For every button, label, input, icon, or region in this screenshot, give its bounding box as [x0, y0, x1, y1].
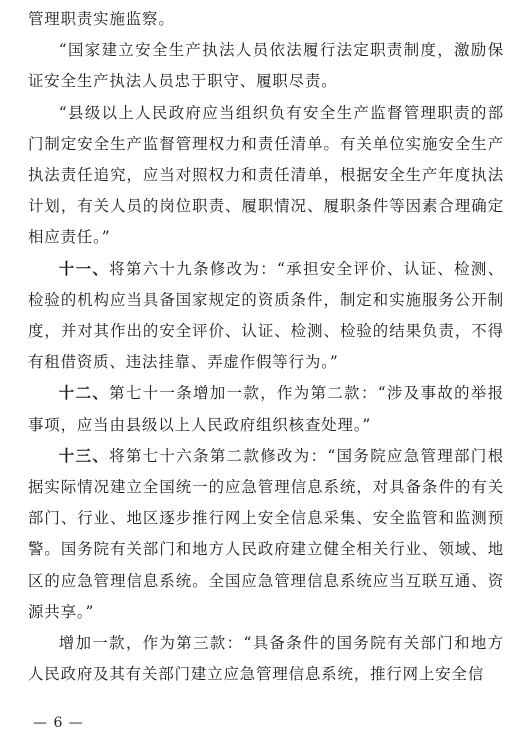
paragraph-7: [28, 628, 504, 690]
paragraph-3: [28, 98, 504, 254]
amendment-11-number: 十一、: [58, 259, 110, 278]
page-number: — 6 —: [33, 715, 84, 731]
paragraph-amendment-11: [28, 254, 504, 379]
paragraph-3-text: “县级以上人民政府应当组织负有安全生产监督管理职责的部门制定安全生产监督管理权力和责任清单。有关单位实施安全生产执法责任追究，应当对照权力和责任清单，根据安全生产年度执法计划，有关人员的岗位职责、履职情况、履职条件等因素合理确定相应责任。”: [28, 103, 504, 247]
amendment-12-number: 十二、: [58, 384, 110, 403]
amendment-13-number: 十三、: [58, 446, 110, 465]
paragraph-amendment-12: [28, 378, 504, 440]
paragraph-1-text: 管理职责实施监察。: [28, 10, 175, 28]
document-page: [28, 4, 504, 690]
paragraph-2: [28, 35, 504, 97]
amendment-11-text: 将第六十九条修改为：“承担安全评价、认证、检测、检验的机构应当具备国家规定的资质条件，制定和实施服务公开制度，并对其作出的安全评价、认证、检测、检验的结果负责，不得有租借资质、违法挂靠、弄虚作假等行为。”: [28, 259, 504, 372]
amendment-12-text: 第七十一条增加一款，作为第二款：“涉及事故的举报事项，应当由县级以上人民政府组织核查处理。”: [28, 384, 504, 434]
amendment-13-text: 将第七十六条第二款修改为：“国务院应急管理部门根据实际情况建立全国统一的应急管理信息系统，对具备条件的有关部门、行业、地区逐步推行网上安全信息采集、安全监管和监测预警。国务院有关部门和地方人民政府建立健全相关行业、领域、地区的应急管理信息系统。全国应急管理信息系统应当互联互通、资源共享。”: [28, 446, 504, 621]
paragraph-2-text: “国家建立安全生产执法人员依法履行法定职责制度，激励保证安全生产执法人员忠于职守、履职尽责。: [28, 41, 504, 91]
paragraph-1: [28, 4, 504, 35]
paragraph-7-text: 增加一款，作为第三款：“具备条件的国务院有关部门和地方人民政府及其有关部门建立应急管理信息系统，推行网上安全信: [28, 634, 504, 684]
paragraph-amendment-13: [28, 441, 504, 628]
